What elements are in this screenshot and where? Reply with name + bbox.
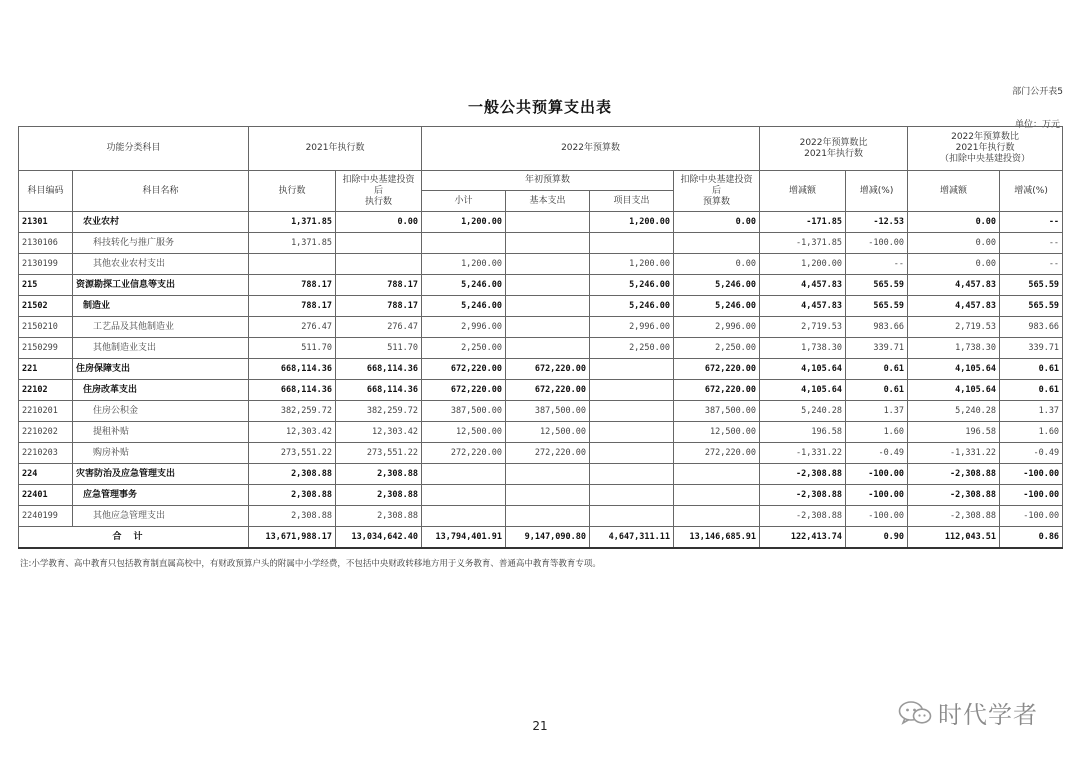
cell-budget-excl: 5,246.00: [674, 296, 760, 317]
cell-change-pct-2: -100.00: [1000, 506, 1063, 527]
cell-change-pct: -12.53: [846, 212, 908, 233]
header-early-budget: 年初预算数: [422, 171, 674, 191]
cell-subtotal: 5,246.00: [422, 275, 506, 296]
cell-basic: 672,220.00: [506, 359, 590, 380]
cell-change-amt-2: 196.58: [908, 422, 1000, 443]
cell-basic: [506, 338, 590, 359]
header-budget-2022: 2022年预算数: [422, 127, 760, 171]
cell-exec: 2,308.88: [249, 485, 336, 506]
cell-change-amt-2: 0.00: [908, 254, 1000, 275]
cell-change-amt: -2,308.88: [760, 464, 846, 485]
cell-basic: 272,220.00: [506, 443, 590, 464]
cell-change-pct: 339.71: [846, 338, 908, 359]
cell-code: 2240199: [19, 506, 73, 527]
cell-change-amt-2: 0.00: [908, 233, 1000, 254]
table-row: [19, 212, 1063, 233]
cell-basic: 672,220.00: [506, 380, 590, 401]
cell-change-pct: -100.00: [846, 464, 908, 485]
cell-change-pct-2: 0.61: [1000, 380, 1063, 401]
cell-exec: 511.70: [249, 338, 336, 359]
cell-subtotal: 2,250.00: [422, 338, 506, 359]
header-project: 项目支出: [590, 191, 674, 212]
cell-change-pct: 0.61: [846, 359, 908, 380]
cell-project: [590, 380, 674, 401]
total-label: 合计: [19, 527, 249, 549]
cell-change-amt: -2,308.88: [760, 485, 846, 506]
cell-change-pct-2: 0.61: [1000, 359, 1063, 380]
cell-basic: [506, 275, 590, 296]
cell-name: 制造业: [73, 296, 249, 317]
watermark-text: 时代学者: [938, 701, 1038, 729]
table-row: [19, 338, 1063, 359]
cell-name: 住房公积金: [73, 401, 249, 422]
cell-change-amt: -2,308.88: [760, 506, 846, 527]
cell-subtotal: [422, 464, 506, 485]
cell-exec: 1,371.85: [249, 212, 336, 233]
cell-subtotal: 2,996.00: [422, 317, 506, 338]
header-exec-2021: 2021年执行数: [249, 127, 422, 171]
total-budget-excl: 13,146,685.91: [674, 527, 760, 549]
cell-project: [590, 401, 674, 422]
cell-exec-excl: 2,308.88: [336, 464, 422, 485]
cell-exec: 12,303.42: [249, 422, 336, 443]
cell-exec: 382,259.72: [249, 401, 336, 422]
cell-basic: 12,500.00: [506, 422, 590, 443]
cell-change-amt: 4,457.83: [760, 275, 846, 296]
cell-name: 资源勘探工业信息等支出: [73, 275, 249, 296]
header-change-amt: 增减额: [760, 171, 846, 212]
cell-name: 住房改革支出: [73, 380, 249, 401]
watermark: [898, 695, 1038, 730]
wechat-icon: [898, 700, 932, 726]
header-code: 科目编码: [19, 171, 73, 212]
cell-exec-excl: 668,114.36: [336, 380, 422, 401]
cell-change-amt: -171.85: [760, 212, 846, 233]
cell-change-pct-2: 983.66: [1000, 317, 1063, 338]
cell-exec: [249, 254, 336, 275]
cell-budget-excl: 387,500.00: [674, 401, 760, 422]
cell-subtotal: 5,246.00: [422, 296, 506, 317]
cell-exec-excl: 276.47: [336, 317, 422, 338]
cell-name: 提租补贴: [73, 422, 249, 443]
cell-budget-excl: [674, 233, 760, 254]
cell-exec-excl: 668,114.36: [336, 359, 422, 380]
cell-project: 1,200.00: [590, 212, 674, 233]
cell-project: 2,996.00: [590, 317, 674, 338]
cell-code: 2150210: [19, 317, 73, 338]
cell-change-pct-2: 565.59: [1000, 296, 1063, 317]
header-exec: 执行数: [249, 171, 336, 212]
cell-code: 2130199: [19, 254, 73, 275]
cell-budget-excl: 0.00: [674, 212, 760, 233]
cell-name: 其他农业农村支出: [73, 254, 249, 275]
cell-change-amt: 196.58: [760, 422, 846, 443]
cell-code: 22401: [19, 485, 73, 506]
cell-exec-excl: 12,303.42: [336, 422, 422, 443]
cell-exec: 1,371.85: [249, 233, 336, 254]
cell-change-amt: 5,240.28: [760, 401, 846, 422]
cell-exec: 788.17: [249, 275, 336, 296]
cell-change-amt: 4,457.83: [760, 296, 846, 317]
cell-budget-excl: 672,220.00: [674, 359, 760, 380]
cell-change-amt-2: -2,308.88: [908, 506, 1000, 527]
cell-name: 应急管理事务: [73, 485, 249, 506]
table-row: [19, 464, 1063, 485]
cell-project: 5,246.00: [590, 296, 674, 317]
cell-subtotal: 272,220.00: [422, 443, 506, 464]
cell-change-amt-2: 2,719.53: [908, 317, 1000, 338]
total-change-amt: 122,413.74: [760, 527, 846, 549]
cell-name: 其他制造业支出: [73, 338, 249, 359]
cell-code: 2150299: [19, 338, 73, 359]
cell-change-pct: -100.00: [846, 485, 908, 506]
cell-code: 2210202: [19, 422, 73, 443]
table-row: [19, 296, 1063, 317]
cell-change-pct-2: --: [1000, 212, 1063, 233]
cell-change-pct: -100.00: [846, 233, 908, 254]
cell-change-pct: 1.37: [846, 401, 908, 422]
cell-project: 1,200.00: [590, 254, 674, 275]
cell-exec-excl: 788.17: [336, 296, 422, 317]
table-number-label: 部门公开表5: [1012, 87, 1063, 97]
unit-label: 单位：万元: [1014, 120, 1060, 130]
cell-code: 22102: [19, 380, 73, 401]
cell-exec: 276.47: [249, 317, 336, 338]
cell-code: 215: [19, 275, 73, 296]
cell-budget-excl: [674, 464, 760, 485]
cell-code: 221: [19, 359, 73, 380]
table-row: [19, 254, 1063, 275]
cell-budget-excl: [674, 506, 760, 527]
table-row: [19, 422, 1063, 443]
cell-change-pct-2: 565.59: [1000, 275, 1063, 296]
cell-subtotal: 672,220.00: [422, 359, 506, 380]
cell-change-amt: 1,738.30: [760, 338, 846, 359]
cell-project: [590, 233, 674, 254]
cell-change-pct: 565.59: [846, 275, 908, 296]
cell-budget-excl: 0.00: [674, 254, 760, 275]
cell-change-amt-2: 1,738.30: [908, 338, 1000, 359]
cell-change-pct-2: -100.00: [1000, 485, 1063, 506]
page-number: 21: [532, 719, 548, 733]
total-change-amt-2: 112,043.51: [908, 527, 1000, 549]
cell-change-amt: 1,200.00: [760, 254, 846, 275]
budget-table: [18, 126, 1063, 549]
cell-exec-excl: 273,551.22: [336, 443, 422, 464]
table-body: [19, 212, 1063, 527]
table-row: [19, 443, 1063, 464]
cell-project: [590, 443, 674, 464]
cell-change-pct-2: -100.00: [1000, 464, 1063, 485]
cell-subtotal: [422, 485, 506, 506]
total-project: 4,647,311.11: [590, 527, 674, 549]
cell-change-pct: 0.61: [846, 380, 908, 401]
cell-basic: [506, 212, 590, 233]
cell-project: [590, 485, 674, 506]
cell-change-amt-2: 4,457.83: [908, 296, 1000, 317]
cell-change-pct: 565.59: [846, 296, 908, 317]
cell-name: 科技转化与推广服务: [73, 233, 249, 254]
table-row: [19, 401, 1063, 422]
cell-name: 其他应急管理支出: [73, 506, 249, 527]
cell-code: 2210201: [19, 401, 73, 422]
cell-name: 农业农村: [73, 212, 249, 233]
cell-project: 2,250.00: [590, 338, 674, 359]
total-exec: 13,671,988.17: [249, 527, 336, 549]
footnote: 注:小学教育、高中教育只包括教育制直属高校中，有财政预算户头的附属中小学经费，不包括中央财政转移地方用于义务教育、普通高中教育等教育专项。: [20, 559, 601, 569]
cell-change-amt: 4,105.64: [760, 359, 846, 380]
cell-exec-excl: 2,308.88: [336, 485, 422, 506]
cell-basic: [506, 485, 590, 506]
cell-change-amt: 4,105.64: [760, 380, 846, 401]
cell-change-pct: -100.00: [846, 506, 908, 527]
table-row: [19, 233, 1063, 254]
cell-change-pct-2: -0.49: [1000, 443, 1063, 464]
cell-budget-excl: 272,220.00: [674, 443, 760, 464]
cell-code: 2130106: [19, 233, 73, 254]
table-row: [19, 506, 1063, 527]
cell-exec-excl: 382,259.72: [336, 401, 422, 422]
cell-exec-excl: 0.00: [336, 212, 422, 233]
cell-name: 住房保障支出: [73, 359, 249, 380]
table-row: [19, 275, 1063, 296]
cell-budget-excl: 2,996.00: [674, 317, 760, 338]
cell-change-pct: -0.49: [846, 443, 908, 464]
cell-exec-excl: 788.17: [336, 275, 422, 296]
cell-basic: [506, 464, 590, 485]
cell-change-pct-2: 1.60: [1000, 422, 1063, 443]
cell-exec-excl: [336, 233, 422, 254]
cell-project: [590, 422, 674, 443]
cell-change-pct: --: [846, 254, 908, 275]
cell-budget-excl: 12,500.00: [674, 422, 760, 443]
cell-change-amt-2: 4,457.83: [908, 275, 1000, 296]
cell-change-amt: -1,371.85: [760, 233, 846, 254]
total-row: [19, 527, 1063, 549]
cell-change-amt-2: 4,105.64: [908, 380, 1000, 401]
cell-project: [590, 359, 674, 380]
header-change-pct: 增减(%): [846, 171, 908, 212]
cell-subtotal: 672,220.00: [422, 380, 506, 401]
cell-project: [590, 506, 674, 527]
cell-code: 2210203: [19, 443, 73, 464]
cell-basic: [506, 506, 590, 527]
cell-change-amt-2: 4,105.64: [908, 359, 1000, 380]
cell-basic: [506, 254, 590, 275]
cell-change-pct-2: 1.37: [1000, 401, 1063, 422]
cell-change-pct-2: 339.71: [1000, 338, 1063, 359]
cell-subtotal: 1,200.00: [422, 254, 506, 275]
header-compare-1: 2022年预算数比 2021年执行数: [760, 127, 908, 171]
cell-budget-excl: 5,246.00: [674, 275, 760, 296]
total-change-pct-2: 0.86: [1000, 527, 1063, 549]
cell-name: 灾害防治及应急管理支出: [73, 464, 249, 485]
cell-budget-excl: 672,220.00: [674, 380, 760, 401]
cell-subtotal: 387,500.00: [422, 401, 506, 422]
cell-subtotal: 1,200.00: [422, 212, 506, 233]
total-basic: 9,147,090.80: [506, 527, 590, 549]
cell-change-amt-2: -1,331.22: [908, 443, 1000, 464]
cell-exec: 668,114.36: [249, 359, 336, 380]
cell-basic: [506, 317, 590, 338]
cell-basic: [506, 296, 590, 317]
total-subtotal: 13,794,401.91: [422, 527, 506, 549]
cell-change-pct: 1.60: [846, 422, 908, 443]
total-change-pct: 0.90: [846, 527, 908, 549]
cell-subtotal: [422, 233, 506, 254]
cell-change-pct: 983.66: [846, 317, 908, 338]
header-subtotal: 小计: [422, 191, 506, 212]
cell-exec-excl: 2,308.88: [336, 506, 422, 527]
header-compare-2: 2022年预算数比 2021年执行数 （扣除中央基建投资）: [908, 127, 1063, 171]
table-row: [19, 359, 1063, 380]
cell-code: 224: [19, 464, 73, 485]
cell-project: [590, 464, 674, 485]
cell-exec: 2,308.88: [249, 464, 336, 485]
cell-change-amt-2: -2,308.88: [908, 485, 1000, 506]
header-change-amt-2: 增减额: [908, 171, 1000, 212]
header-change-pct-2: 增减(%): [1000, 171, 1063, 212]
cell-exec: 273,551.22: [249, 443, 336, 464]
cell-exec-excl: [336, 254, 422, 275]
cell-exec-excl: 511.70: [336, 338, 422, 359]
header-name: 科目名称: [73, 171, 249, 212]
header-functional-category: 功能分类科目: [19, 127, 249, 171]
cell-basic: [506, 233, 590, 254]
cell-change-pct-2: --: [1000, 233, 1063, 254]
header-budget-excl: 扣除中央基建投资后 预算数: [674, 171, 760, 212]
cell-change-amt: -1,331.22: [760, 443, 846, 464]
cell-subtotal: [422, 506, 506, 527]
cell-name: 工艺品及其他制造业: [73, 317, 249, 338]
cell-code: 21301: [19, 212, 73, 233]
table-row: [19, 317, 1063, 338]
cell-exec: 2,308.88: [249, 506, 336, 527]
cell-project: 5,246.00: [590, 275, 674, 296]
table-row: [19, 380, 1063, 401]
cell-name: 购房补贴: [73, 443, 249, 464]
cell-exec: 668,114.36: [249, 380, 336, 401]
cell-basic: 387,500.00: [506, 401, 590, 422]
cell-change-amt-2: 0.00: [908, 212, 1000, 233]
cell-budget-excl: [674, 485, 760, 506]
total-exec-excl: 13,034,642.40: [336, 527, 422, 549]
cell-exec: 788.17: [249, 296, 336, 317]
table-row: [19, 485, 1063, 506]
cell-change-amt-2: -2,308.88: [908, 464, 1000, 485]
header-exec-excl: 扣除中央基建投资后 执行数: [336, 171, 422, 212]
header-basic: 基本支出: [506, 191, 590, 212]
cell-change-amt-2: 5,240.28: [908, 401, 1000, 422]
cell-code: 21502: [19, 296, 73, 317]
page-title: 一般公共预算支出表: [467, 98, 612, 116]
cell-change-amt: 2,719.53: [760, 317, 846, 338]
cell-change-pct-2: --: [1000, 254, 1063, 275]
cell-budget-excl: 2,250.00: [674, 338, 760, 359]
cell-subtotal: 12,500.00: [422, 422, 506, 443]
